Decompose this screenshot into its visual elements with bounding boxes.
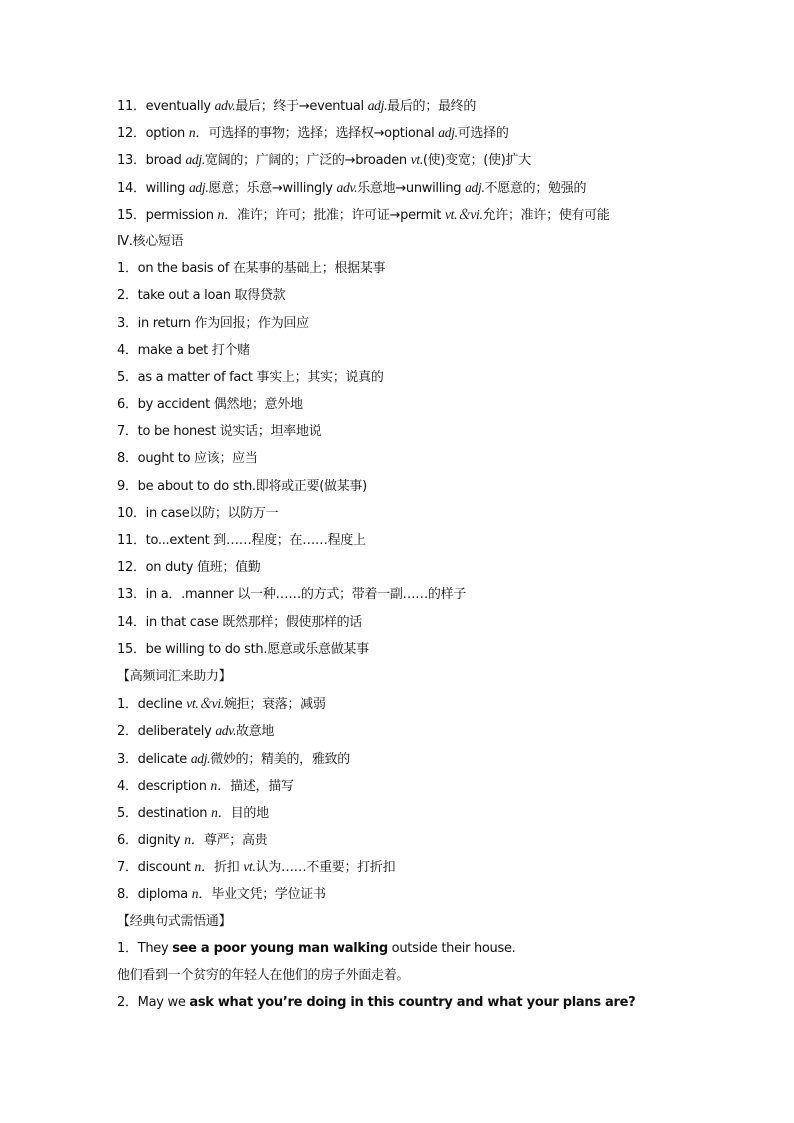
- sentence-text: May we: [137, 995, 190, 1011]
- part-of-speech: adj.: [188, 179, 209, 195]
- item-number: 1．: [117, 261, 138, 277]
- highfreq-item: [117, 880, 677, 907]
- part-of-speech: n．: [210, 777, 231, 793]
- phrase-item: [117, 473, 677, 500]
- phrase-text: be about to do sth.即将或正要(做某事): [137, 478, 367, 494]
- item-number: 6．: [117, 833, 138, 849]
- phrase-item: [117, 554, 677, 581]
- sentence-translation: 他们看到一个贫穷的年轻人在他们的房子外面走着。: [117, 968, 410, 983]
- part-of-speech: vt.: [410, 152, 423, 168]
- vocab-item: [117, 92, 677, 119]
- part-of-speech: vt.＆vi.: [444, 206, 483, 222]
- highfreq-item: [117, 717, 677, 744]
- phrase-item: [117, 310, 677, 337]
- item-number: 10．: [117, 505, 146, 521]
- phrase-item: [117, 255, 677, 282]
- vocab-word: discount: [137, 860, 191, 876]
- sentence-text: outside their house.: [387, 940, 516, 956]
- item-number: 11．: [117, 99, 146, 114]
- item-number: 5．: [117, 369, 138, 385]
- phrase-item: [117, 337, 677, 364]
- vocab-meaning: 描述，描写: [230, 778, 294, 794]
- phrase-item: [117, 527, 677, 554]
- phrase-text: on duty 值班；值勤: [145, 560, 261, 576]
- phrase-item: [117, 636, 677, 663]
- document-content: [117, 92, 677, 1016]
- item-number: 2．: [117, 995, 138, 1011]
- vocab-word: delicate: [137, 751, 187, 767]
- phrase-item: [117, 445, 677, 472]
- phrase-item: [117, 391, 677, 418]
- vocab-meaning: 允许；准许；使有可能: [482, 207, 610, 223]
- vocab-meaning: 愿意；乐意→willingly: [208, 180, 333, 196]
- part-of-speech: n．: [188, 125, 209, 141]
- highfreq-item: [117, 826, 677, 853]
- sentence-item: [117, 935, 677, 962]
- vocab-word: eventually: [145, 99, 211, 114]
- part-of-speech: adj.: [367, 98, 388, 113]
- vocab-word: deliberately: [137, 724, 212, 740]
- phrase-text: take out a loan 取得贷款: [137, 288, 286, 304]
- sentence-text: They: [137, 940, 173, 956]
- section-heading-sentences: 【经典句式需悟通】: [117, 913, 232, 929]
- part-of-speech: n．: [194, 859, 215, 875]
- part-of-speech: n．: [184, 832, 204, 848]
- part-of-speech: vt.: [243, 859, 256, 875]
- vocab-item: [117, 201, 677, 228]
- vocab-meaning: (使)变宽；(使)扩大: [422, 153, 531, 169]
- vocab-meaning: 宽阔的；广阔的；广泛的→broaden: [204, 153, 407, 169]
- part-of-speech: vt.＆vi.: [186, 696, 224, 712]
- phrase-text: make a bet 打个赌: [137, 342, 250, 358]
- vocab-item: [117, 119, 677, 146]
- sentence-key-structure: see a poor young man walking: [172, 940, 388, 956]
- item-number: 1．: [117, 697, 138, 713]
- vocab-meaning: 可选择的: [457, 126, 509, 142]
- phrase-item: [117, 500, 677, 527]
- vocab-word: broad: [145, 153, 182, 169]
- sentence-key-structure: ask what you’re doing in this country and what your plans are?: [189, 995, 636, 1011]
- vocab-meaning: 最后的；最终的: [387, 99, 477, 114]
- phrase-text: on the basis of 在某事的基础上；根据某事: [137, 261, 386, 277]
- item-number: 4．: [117, 342, 138, 358]
- vocab-word: diploma: [137, 887, 188, 903]
- phrase-text: in that case 既然那样；假使那样的话: [145, 614, 362, 630]
- item-number: 6．: [117, 397, 138, 413]
- item-number: 8．: [117, 451, 138, 467]
- vocab-word: option: [145, 126, 185, 142]
- vocab-word: dignity: [137, 833, 181, 849]
- phrase-text: by accident 偶然地；意外地: [137, 397, 303, 413]
- vocab-word: decline: [137, 697, 183, 713]
- section-heading-highfreq: 【高频词汇来助力】: [117, 668, 232, 684]
- item-number: 11．: [117, 533, 146, 548]
- item-number: 12．: [117, 126, 146, 142]
- part-of-speech: adv.: [215, 723, 237, 739]
- item-number: 1．: [117, 940, 138, 956]
- part-of-speech: n．: [191, 886, 212, 902]
- item-number: 7．: [117, 424, 138, 440]
- phrase-text: in return 作为回报；作为回应: [137, 315, 309, 331]
- item-number: 13．: [117, 153, 146, 169]
- item-number: 12．: [117, 560, 146, 576]
- vocab-meaning: 认为……不重要；打折扣: [255, 860, 396, 876]
- item-number: 3．: [117, 315, 138, 331]
- vocab-meaning: 准许；许可；批准；许可证→permit: [237, 207, 442, 223]
- phrase-text: in case以防；以防万一: [145, 505, 279, 521]
- item-number: 14．: [117, 180, 146, 196]
- section-heading-phrases: Ⅳ.核心短语: [117, 233, 184, 249]
- phrase-text: be willing to do sth.愿意或乐意做某事: [145, 641, 369, 657]
- phrase-text: as a matter of fact 事实上；其实；说真的: [137, 369, 384, 385]
- vocab-word: description: [137, 778, 207, 794]
- item-number: 13．: [117, 587, 146, 603]
- part-of-speech: n．: [217, 206, 238, 222]
- part-of-speech: adj.: [190, 750, 211, 766]
- vocab-meaning: 不愿意的；勉强的: [484, 180, 587, 196]
- phrase-item: [117, 418, 677, 445]
- phrase-text: to be honest 说实话；坦率地说: [137, 424, 322, 440]
- phrase-item: [117, 581, 677, 608]
- sentence-item: [117, 989, 677, 1016]
- item-number: 9．: [117, 478, 138, 494]
- item-number: 15．: [117, 207, 146, 223]
- vocab-word: destination: [137, 805, 208, 821]
- phrase-item: [117, 364, 677, 391]
- vocab-item: [117, 146, 677, 173]
- phrase-text: ought to 应该；应当: [137, 451, 258, 467]
- vocab-meaning: 乐意地→unwilling: [357, 180, 462, 196]
- part-of-speech: adj.: [185, 152, 205, 168]
- vocab-word: willing: [145, 180, 186, 196]
- item-number: 2．: [117, 288, 138, 304]
- part-of-speech: adj.: [438, 125, 458, 141]
- vocab-meaning: 折扣: [214, 860, 240, 876]
- item-number: 7．: [117, 860, 138, 876]
- vocab-item: [117, 174, 677, 201]
- vocab-meaning: 最后；终于→eventual: [235, 99, 364, 114]
- item-number: 15．: [117, 641, 146, 657]
- highfreq-item: [117, 799, 677, 826]
- part-of-speech: adv.: [336, 179, 358, 195]
- part-of-speech: adj.: [465, 179, 485, 195]
- phrase-item: [117, 282, 677, 309]
- vocab-meaning: 故意地: [236, 724, 275, 740]
- vocab-meaning: 婉拒；衰落；减弱: [223, 697, 326, 713]
- highfreq-item: [117, 690, 677, 717]
- phrase-text: to...extent 到……程度；在……程度上: [145, 533, 366, 548]
- item-number: 14．: [117, 614, 146, 630]
- vocab-meaning: 尊严；高贵: [203, 833, 268, 849]
- vocab-meaning: 毕业文凭；学位证书: [211, 887, 326, 903]
- highfreq-item: [117, 853, 677, 880]
- part-of-speech: n．: [211, 804, 231, 820]
- phrase-item: [117, 609, 677, 636]
- item-number: 2．: [117, 724, 138, 740]
- vocab-meaning: 可选择的事物；选择；选择权→optional: [208, 126, 435, 142]
- vocab-meaning: 微妙的；精美的，雅致的: [210, 751, 350, 767]
- item-number: 4．: [117, 778, 138, 794]
- highfreq-item: [117, 772, 677, 799]
- highfreq-item: [117, 745, 677, 772]
- part-of-speech: adv.: [214, 98, 236, 113]
- phrase-text: in a．.manner 以一种……的方式；带着一副……的样子: [145, 587, 467, 603]
- item-number: 5．: [117, 805, 138, 821]
- vocab-word: permission: [145, 207, 214, 223]
- item-number: 3．: [117, 751, 138, 767]
- item-number: 8．: [117, 887, 138, 903]
- vocab-meaning: 目的地: [230, 805, 269, 821]
